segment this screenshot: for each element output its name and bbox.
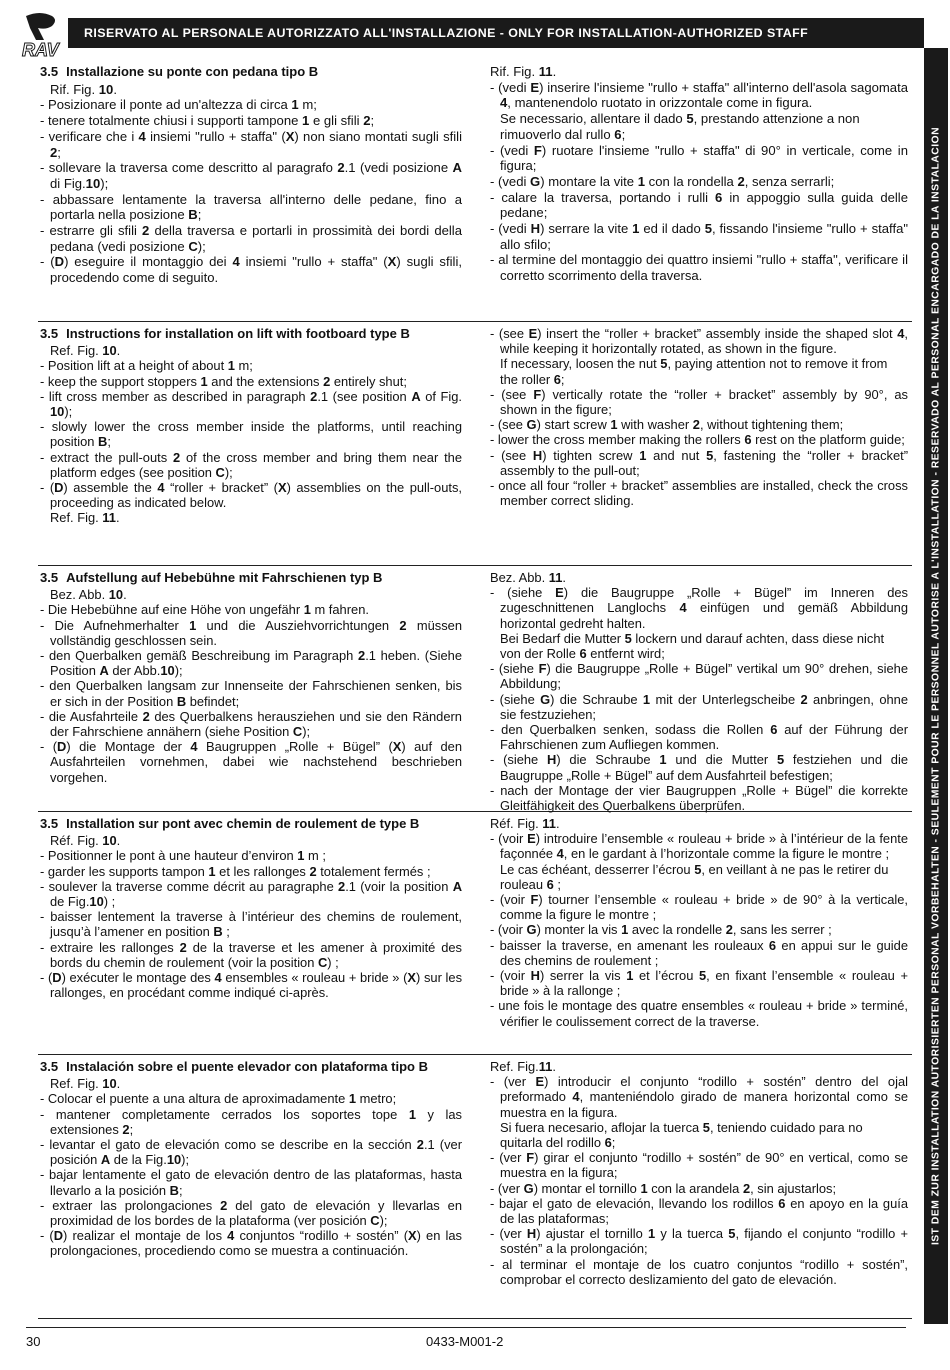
list-item: - (siehe G) die Schraube 1 mit der Unterlegscheibe 2 anbringen, ohne sie festzuziehen; [490,691,909,722]
list-item: - verificare che i 4 insiemi "rullo + staffa" (X) non siano montati sugli sfili 2; [40,128,462,160]
section-title: 3.5 Installation sur pont avec chemin de roulement de type B [40,816,420,831]
fig-ref: Ref. Fig. 11. [50,510,120,526]
list-item: Bei Bedarf die Mutter 5 lockern und darauf achten, dass diese nicht von der Rolle 6 entfernt wird; [500,630,885,662]
list-item: - (ver G) montar el tornillo 1 con la arandela 2, sin ajustarlos; [490,1180,837,1196]
list-item: - den Querbalken langsam zur Innenseite der Fahrschienen senken, bis er sich in der Position B befindet; [40,678,462,709]
fig-ref: Ref. Fig.11. [490,1059,556,1074]
list-item: - (vedi G) montare la vite 1 con la rondella 2, senza serrarli; [490,173,835,189]
section-title: 3.5 Installazione su ponte con pedana tipo B [40,64,319,79]
section-es-right [490,1059,908,1287]
list-item: - Die Hebebühne auf eine Höhe von ungefähr 1 m fahren. [40,602,369,618]
list-item: - (voir E) introduire l’ensemble « rouleau + bride » à l’intérieur de la fente façonnée 4, en le gardant à l’horizontale comme la figure le montre ; [490,831,908,862]
section-en [38,322,912,566]
side-banner [924,48,948,1324]
list-item: - lower the cross member making the rollers 6 rest on the platform guide; [490,432,905,448]
section-title: 3.5 Instalación sobre el puente elevador con plataforma tipo B [40,1059,428,1074]
side-banner-text: IST DEM ZUR INSTALLATION AUTORISIERTEN PERSONAL VORBEHALTEN - SEULEMENT POUR LE PERSONNEL AUTORISE A L'INSTALLATION - RESERVADO AL PERSONAL ENCARGADO DE LA INSTALACION [930,126,942,1246]
list-item: - Posizionare il ponte ad un'altezza di circa 1 m; [40,97,317,113]
section-it-left [40,64,462,286]
list-item: - (see F) vertically rotate the “roller + bracket” assembly by 90°, as shown in the figure; [490,386,908,418]
section-es-left [40,1059,462,1259]
list-item: - mantener completamente cerrados los soportes tope 1 y las extensiones 2; [40,1106,462,1137]
ravaglioli-logo-icon [18,10,64,62]
list-item: - al termine del montaggio dei quattro insiemi "rullo + staffa", verificare il corretto scorrimento della traversa. [490,252,908,284]
list-item: - (siehe H) die Schraube 1 und die Mutter 5 festziehen und die Baugruppe „Rolle + Bügel” auf dem Ausfahrteil befestigen; [490,752,908,783]
fig-ref: Ref. Fig. 10. [50,1076,121,1092]
list-item: - (ver E) introducir el conjunto “rodillo + sostén” dentro del ojal preformado 4, manteniéndolo girado de manera horizontal como se muestra en la figura. [490,1074,908,1120]
section-fr-left [40,816,462,1000]
list-item: Si fuera necesario, aflojar la tuerca 5, teniendo cuidado para no quitarla del rodillo 6; [500,1119,863,1151]
list-item: - levantar el gato de elevación como se describe en la sección 2.1 (ver posición A de la Fig.10); [40,1137,462,1168]
fig-ref: Rif. Fig. 10. [50,81,117,97]
list-item: - once all four “roller + bracket” assemblies are installed, check the cross member correct sliding. [490,478,908,509]
list-item: - (see E) insert the “roller + bracket” assembly inside the shaped slot 4, while keeping it horizontally rotated, as shown in the figure. [490,326,908,357]
fig-ref: Bez. Abb. 11. [490,570,566,585]
list-item: - (voir F) tourner l’ensemble « rouleau + bride » de 90° à la verticale, comme la figure le montre ; [490,892,908,923]
list-item: - tenere totalmente chiusi i supporti tampone 1 e gli sfili 2; [40,113,375,129]
list-item: - estrarre gli sfili 2 della traversa e portarli in prossimità dei bordi della pedana (vedi posizione C); [40,223,462,254]
list-item: - (ver H) ajustar el tornillo 1 y la tuerca 5, fijando el conjunto “rodillo + sostén” a la prolongación; [490,1226,908,1257]
list-item: - (D) realizar el montaje de los 4 conjuntos “rodillo + sostén” (X) en las prolongaciones, procediendo como se muestra a continuación. [40,1228,462,1259]
list-item: - bajar lentamente el gato de elevación dentro de las plataformas, hasta llevarlo a la posición B; [40,1167,462,1198]
list-item: - nach der Montage der vier Baugruppen „Rolle + Bügel” die korrekte Gleitfähigkeit des Querbalkens überprüfen. [490,782,908,814]
fig-ref: Réf. Fig. 10. [50,833,121,849]
section-es [38,1055,912,1319]
section-fr-right [490,816,908,1029]
list-item: - Die Aufnehmerhalter 1 und die Ausziehvorrichtungen 2 müssen vollständig geschlossen sein. [40,617,462,648]
list-item: - Positionner le pont à une hauteur d’environ 1 m ; [40,848,326,864]
list-item: - (D) assemble the 4 “roller + bracket” (X) assemblies on the pull-outs, proceeding as indicated below. [40,480,462,511]
list-item: - (voir G) monter la vis 1 avec la rondelle 2, sans les serrer ; [490,922,832,938]
page-number: 30 [26,1334,41,1349]
list-item: - garder les supports tampon 1 et les rallonges 2 totalement fermés ; [40,863,431,879]
list-item: - (vedi F) ruotare l'insieme "rullo + staffa" di 90° in verticale, come in figura; [490,142,908,174]
list-item: - une fois le montage des quatre ensembles « rouleau + bride » terminé, vérifier le coulissement correct de la traverse. [490,998,908,1029]
list-item: - die Ausfahrteile 2 des Querbalkens herausziehen und sie den Rändern der Fahrschiene annähern (siehe Position C); [40,708,462,740]
list-item: - extraer las prolongaciones 2 del gato de elevación y llevarlas en proximidad de los bordes de la plataforma (ver posición C); [40,1197,463,1229]
list-item: - (see G) start screw 1 with washer 2, without tightening them; [490,417,844,433]
section-en-right [490,326,908,508]
section-de-right [490,570,908,813]
list-item: - al terminar el montaje de los cuatro conjuntos “rodillo + sostén”, comprobar el correcto deslizamiento del gato de elevación. [490,1256,908,1287]
fig-ref: Bez. Abb. 10. [50,587,127,603]
section-it [38,60,912,322]
list-item: - Position lift at a height of about 1 m; [40,358,253,374]
fig-ref: Réf. Fig. 11. [490,816,560,831]
logo-text: RAV [22,40,59,60]
list-item: - keep the support stoppers 1 and the extensions 2 entirely shut; [40,373,407,389]
list-item: - (D) exécuter le montage des 4 ensembles « rouleau + bride » (X) sur les rallonges, en procédant comme indiqué ci-après. [40,970,463,1001]
list-item: - (vedi E) inserire l'insieme "rullo + staffa" all'interno dell'asola sagomata 4, mantenendolo ruotato in orizzontale come in figura. [490,79,908,111]
section-de [38,566,912,812]
list-item: - baisser la traverse, en amenant les rouleaux 6 en appui sur le guide des chemins de roulement ; [490,937,908,968]
list-item: - (vedi H) serrare la vite 1 ed il dado 5, fissando l'insieme "rullo + staffa" allo sfilo; [490,221,909,252]
list-item: - extract the pull-outs 2 of the cross member and bring them near the platform edges (see position C); [40,449,462,480]
section-fr [38,812,912,1055]
fig-ref: Rif. Fig. 11. [490,64,557,79]
list-item: - (D) die Montage der 4 Baugruppen „Rolle + Bügel” (X) auf den Ausfahrteilen vornehmen, dabei wie nachstehend beschrieben vorgehen. [40,739,462,785]
list-item: - (see H) tighten screw 1 and nut 5, fastening the “roller + bracket” assembly to the pull-out; [490,447,909,478]
list-item: - slowly lower the cross member inside the platforms, until reaching position B; [40,419,462,450]
list-item: If necessary, loosen the nut 5, paying attention not to remove it from the roller 6; [500,356,888,387]
list-item: - (voir H) serrer la vis 1 et l’écrou 5, en fixant l’ensemble « rouleau + bride » à la rallonge ; [490,968,908,999]
fig-ref: Ref. Fig. 10. [50,343,121,359]
section-de-left [40,570,462,785]
restriction-banner: RISERVATO AL PERSONALE AUTORIZZATO ALL'INSTALLAZIONE - ONLY FOR INSTALLATION-AUTHORIZED STAFF [68,18,924,48]
list-item: Le cas échéant, desserrer l’écrou 5, en veillant à ne pas le retirer du rouleau 6 ; [500,861,889,892]
list-item: - (D) eseguire il montaggio dei 4 insiemi "rullo + staffa" (X) sugli sfili, procedendo come di seguito. [40,254,462,286]
list-item: - extraire les rallonges 2 de la traverse et les amener à proximité des bords du chemin de roulement (voir la position C) ; [40,939,462,970]
page-footer [26,1327,906,1349]
list-item: - (ver F) girar el conjunto “rodillo + sostén” de 90° en vertical, como se muestra en la figura; [490,1150,909,1181]
document-code: 0433-M001-2 [426,1334,504,1349]
list-item: - den Querbalken senken, sodass die Rollen 6 auf der Führung der Fahrschienen zum Aufliegen kommen. [490,722,908,753]
section-title: 3.5 Aufstellung auf Hebebühne mit Fahrschienen typ B [40,570,383,585]
list-item: - sollevare la traversa come descritto al paragrafo 2.1 (vedi posizione A di Fig.10); [40,160,462,191]
section-en-left [40,326,462,526]
list-item: - baisser lentement la traverse à l’intérieur des chemins de roulement, jusqu’à l’amener en position B ; [40,909,462,940]
list-item: - Colocar el puente a una altura de aproximadamente 1 metro; [40,1091,397,1107]
list-item: - calare la traversa, portando i rulli 6 in appoggio sulla guida delle pedane; [490,189,908,221]
list-item: - abbassare lentamente la traversa all'interno delle pedane, fino a portarla nella posizione B; [40,191,462,223]
list-item: - soulever la traverse comme décrit au paragraphe 2.1 (voir la position A de Fig.10) ; [40,878,462,910]
list-item: - (siehe F) die Baugruppe „Rolle + Bügel” vertikal um 90° drehen, siehe Abbildung; [490,661,908,692]
list-item: - bajar el gato de elevación, llevando los rodillos 6 en apoyo en la guía de las plataformas; [490,1195,908,1227]
list-item: - (siehe E) die Baugruppe „Rolle + Bügel” im Inneren des zugeschnittenen Langlochs 4 einfügen und gemäß Abbildung horizontal gedreht halten. [490,585,908,631]
list-item: - den Querbalken gemäß Beschreibung im Paragraph 2.1 heben. (Siehe Position A der Abb.10); [40,648,463,679]
section-it-right [490,64,908,284]
section-title: 3.5 Instructions for installation on lift with footboard type B [40,326,410,341]
list-item: - lift cross member as described in paragraph 2.1 (see position A of Fig. 10); [40,388,463,420]
list-item: Se necessario, allentare il dado 5, prestando attenzione a non rimuoverlo dal rullo 6; [500,111,860,142]
